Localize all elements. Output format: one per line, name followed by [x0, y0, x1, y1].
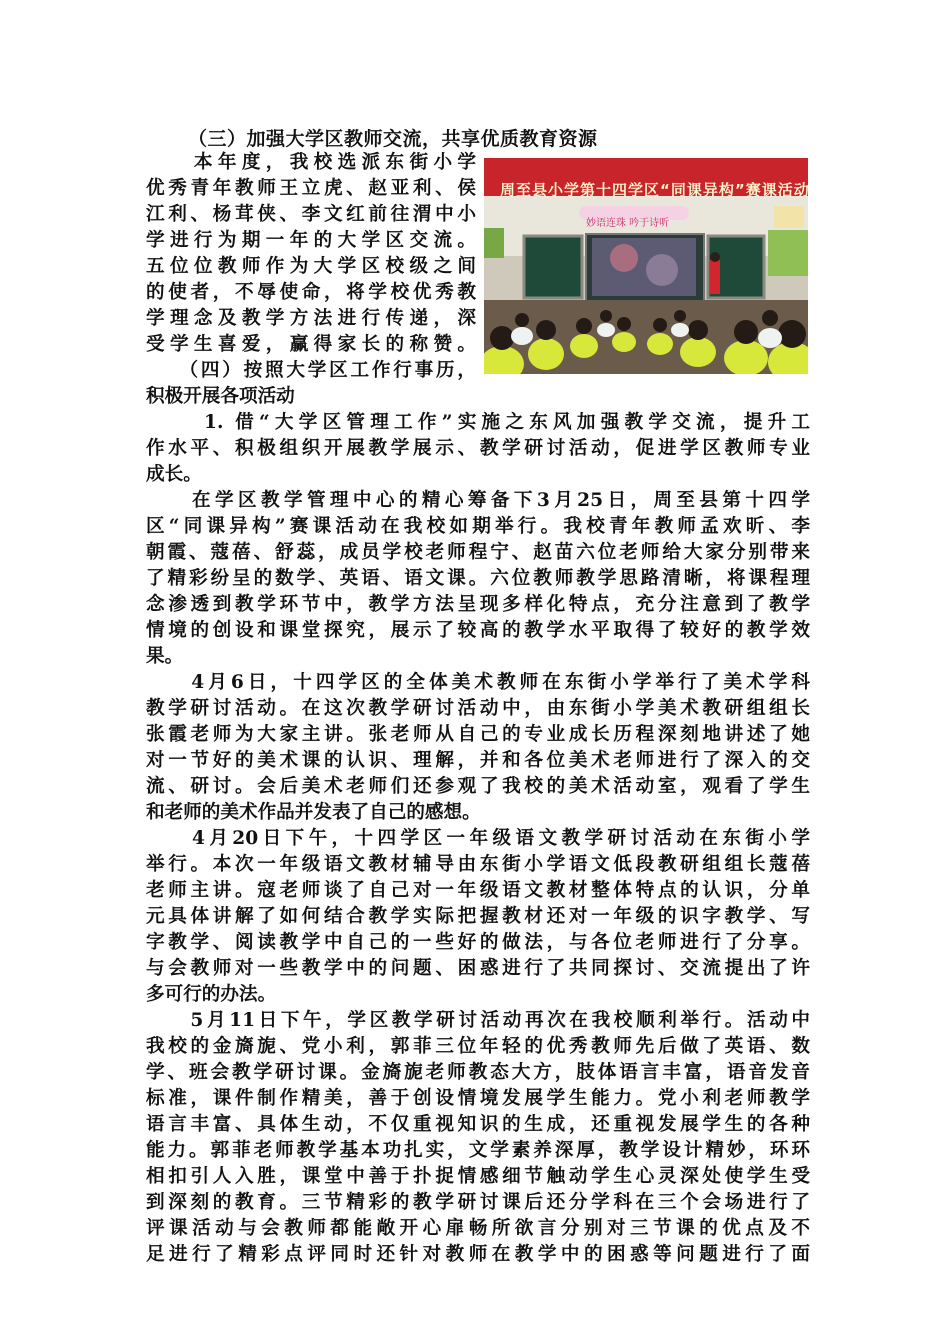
text-line: 情境的创设和课堂探究，展示了较高的教学水平取得了较好的教学效: [146, 620, 810, 641]
text-line: 优秀青年教师王立虎、赵亚利、侯: [146, 178, 476, 199]
text-line: 张霞老师为大家主讲。张老师从自己的专业成长历程深刻地讲述了她: [146, 724, 810, 745]
section-heading: （三）加强大学区教师交流，共享优质教育资源: [188, 128, 598, 150]
text-line: 作水平、积极组织开展教学展示、教学研讨活动，促进学区教师专业: [146, 438, 810, 459]
text-line: 学、班会教学研讨课。金旖旎老师教态大方，肢体语言丰富，语音发音: [146, 1062, 810, 1083]
text-line: 朝霞、蔻蓓、舒蕊，成员学校老师程宁、赵苗六位老师给大家分别带来: [146, 542, 810, 563]
text-line: 积极开展各项活动: [146, 386, 295, 407]
text-line: （四）按照大学区工作行事历，: [146, 360, 476, 381]
text-line: 5月11日下午，学区教学研讨活动再次在我校顺利举行。活动中: [146, 1010, 810, 1031]
text-line: 多可行的办法。: [146, 984, 277, 1005]
text-line: 语言丰富、具体生动，不仅重视知识的生成，还重视发展学生的各种: [146, 1114, 810, 1135]
photo-banner-text: 周至县小学第十四学区“同课异构”赛课活动: [500, 181, 810, 199]
photo-sign-text: 妙语连珠 吟于诗听: [586, 218, 670, 229]
text-line: 与会教师对一些教学中的问题、困惑进行了共同探讨、交流提出了许: [146, 958, 810, 979]
text-line: 足进行了精彩点评同时还针对教师在教学中的困惑等问题进行了面: [146, 1244, 810, 1265]
text-line: 老师主讲。寇老师谈了自己对一年级语文教材整体特点的认识，分单: [146, 880, 810, 901]
text-line: 五位位教师作为大学区校级之间: [146, 256, 476, 277]
text-line: 1. 借“大学区管理工作”实施之东风加强教学交流，提升工: [204, 412, 810, 433]
text-line: 念渗透到教学环节中，教学方法呈现多样化特点，充分注意到了教学: [146, 594, 810, 615]
text-line: 4月20日下午，十四学区一年级语文教学研讨活动在东街小学: [146, 828, 810, 849]
body-text: [146, 150, 810, 1268]
text-line: 江利、杨茸侠、李文红前往渭中小: [146, 204, 476, 225]
text-line: 成长。: [146, 464, 202, 485]
text-line: 举行。本次一年级语文教材辅导由东街小学语文低段教研组组长蔻蓓: [146, 854, 810, 875]
text-line: 能力。郭菲老师教学基本功扎实，文学素养深厚，教学设计精妙，环环: [146, 1140, 810, 1161]
text-line: 和老师的美术作品并发表了自己的感想。: [146, 802, 481, 823]
text-line: 本年度，我校选派东街小学: [146, 152, 476, 173]
text-line: 了精彩纷呈的数学、英语、语文课。六位教师教学思路清晰，将课程理: [146, 568, 810, 589]
text-line: 元具体讲解了如何结合教学实际把握教材还对一年级的识字教学、写: [146, 906, 810, 927]
text-line: 流、研讨。会后美术老师们还参观了我校的美术活动室，观看了学生: [146, 776, 810, 797]
text-line: 教学研讨活动。在这次教学研讨活动中，由东街小学美术教研组组长: [146, 698, 810, 719]
text-line: 我校的金旖旎、党小利，郭菲三位年轻的优秀教师先后做了英语、数: [146, 1036, 810, 1057]
text-line: 到深刻的教育。三节精彩的教学研讨课后还分学科在三个会场进行了: [146, 1192, 810, 1213]
text-line: 在学区教学管理中心的精心筹备下3月25日，周至县第十四学: [146, 490, 810, 511]
text-line: 区“同课异构”赛课活动在我校如期举行。我校青年教师孟欢昕、李: [146, 516, 810, 537]
text-line: 评课活动与会教师都能敞开心扉畅所欲言分别对三节课的优点及不: [146, 1218, 810, 1239]
text-line: 标准，课件制作精美，善于创设情境发展学生能力。党小利老师教学: [146, 1088, 810, 1109]
text-line: 对一节好的美术课的认识、理解，并和各位美术老师进行了深入的交: [146, 750, 810, 771]
text-line: 学理念及教学方法进行传递，深: [146, 308, 476, 329]
text-line: 果。: [146, 646, 184, 667]
text-line: 学进行为期一年的大学区交流。: [146, 230, 476, 251]
text-line: 字教学、阅读教学中自己的一些好的做法，与各位老师进行了分享。: [146, 932, 810, 953]
text-line: 受学生喜爱，赢得家长的称赞。: [146, 334, 476, 355]
text-line: 4月6日，十四学区的全体美术教师在东街小学举行了美术学科: [146, 672, 810, 693]
text-line: 相扣引人入胜，课堂中善于扑捉情感细节触动学生心灵深处使学生受: [146, 1166, 810, 1187]
text-line: 的使者，不辱使命，将学校优秀教: [146, 282, 476, 303]
